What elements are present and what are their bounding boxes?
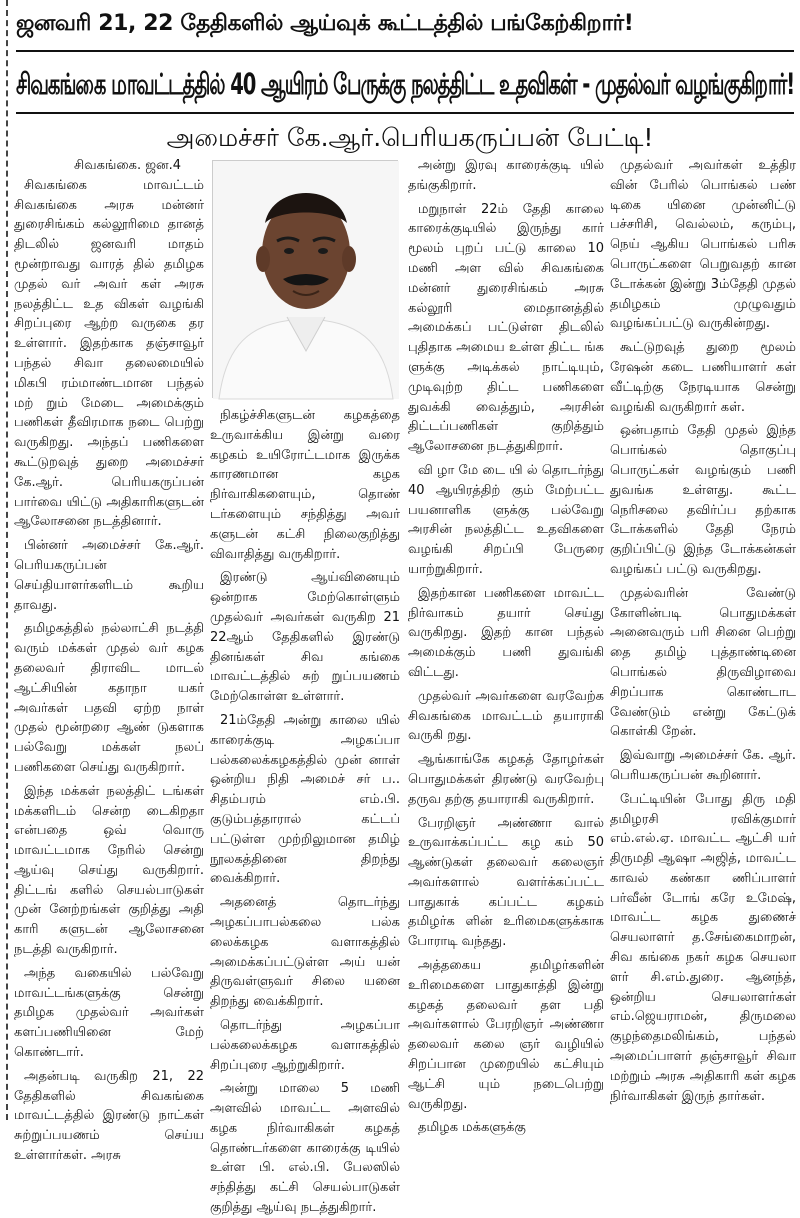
- paragraph: அதன்படி வருகிற 21, 22 தேதிகளில் சிவகங்கை மாவட்டத்தில் இரண்டு நாட்கள் சுற்றுப்பயணம் செய்ய உள்ளார்கள். அரசு: [14, 1068, 204, 1164]
- main-headline: சிவகங்கை மாவட்டத்தில் 40 ஆயிரம் பேருக்கு நலத்திட்ட உதவிகள் - முதல்வர் வழங்குகிறார்!: [16, 67, 795, 101]
- paragraph: ஒன்பதாம் தேதி முதல் இந்த பொங்கல் தொகுப்பு பொருட்கள் வழங்கும் பணி துவங்க உள்ளது. கூட்ட நெரிசலை தவிர்ப்ப தற்காக டோக்களில் தேதி நேரம் குறிப்பிட்டு இந்த டோக்கன்கள் வழங்கப் பட்டு வருகிறது.: [610, 423, 796, 577]
- paragraph: பேரறிஞர் அண்ணா வால் உருவாக்கப்பட்ட கழ கம் 50 ஆண்டுகள் தலைவர் கலைஞர் அவர்களால் வளர்க்கப்பட்ட பாதுகாக் கப்பட்ட கழகம் தமிழர்க ளின் உரிமைகளுக்காக போராடி வந்தது.: [408, 815, 604, 950]
- paragraph: இவ்வாறு அமைச்சர் கே. ஆர். பெரியகருப்பன் கூறினார்.: [610, 748, 796, 783]
- headline-rule-top: [16, 50, 794, 52]
- paragraph: முதல்வரின் வேண்டு கோளின்படி பொதுமக்கள் அனைவரும் பரி சினை பெற்று தை தமிழ் புத்தாண்டினை பொங்கல் திருவிழாவை சிறப்பாக கொண்டாட வேண்டும் என்று கேட்டுக் கொள்கி றேன்.: [610, 585, 796, 740]
- paragraph: அந்த வகையில் பல்வேறு மாவட்டங்களுக்கு சென்று தமிழக முதல்வர் அவர்கள் களப்பணியினை மேற் கொண்டார்.: [14, 965, 204, 1061]
- page-edge-rule: [6, 0, 8, 1120]
- paragraph: அன்று இரவு காரைக்குடி யில் தங்குகிறார்.: [408, 158, 604, 193]
- article-column-1: [14, 156, 204, 1164]
- article-column-4: [610, 156, 796, 1116]
- paragraph: வி ழா மே டை யி ல் தொடர்ந்து 40 ஆயிரத்திற் கும் மேற்பட்ட பயனாளிக ளுக்கு பல்வேறு அரசின் நலத்திட்ட உதவிகளை வழங்கி சிறப்பி பேருரை யாற்றுகிறார்.: [408, 462, 604, 577]
- paragraph: தமிழக மக்களுக்கு: [418, 1120, 526, 1136]
- paragraph: நிகழ்ச்சிகளுடன் கழகத்தை உருவாக்கிய இன்று வரை கழகம் உயிரோட்டமாக இருக்க காரணமான கழக நிர்வாகிகளையும், தொண் டர்களையும் சந்தித்து அவர் களுடன் கட்சி நிலைகுறித்து விவாதித்து வருகிறார்.: [210, 408, 400, 562]
- paragraph: பின்னர் அமைச்சர் கே.ஆர். பெரியகருப்பன் செய்தியாளர்களிடம் கூறிய தாவது.: [14, 538, 204, 613]
- paragraph: அதனைத் தொடர்ந்து அழகப்பாபல்கலை பல்க லைக்கழக வளாகத்தில் அமைக்கப்பட்டுள்ள அய் யன் திருவள்ளுவர் சிலை யனை திறந்து வைக்கிறார்.: [210, 895, 400, 1010]
- portrait-illustration: [213, 161, 399, 399]
- paragraph: இரண்டு ஆய்வினையும் ஒன்றாக மேற்கொள்ளும் முதல்வர் அவர்கள் வருகிற 21 22ஆம் தேதிகளில் இரண்டு தினங்கள் சிவ கங்கை மாவட்டத்தில் சுற் றுப்பயணம் மேற்கொள்ள உள்ளார்.: [210, 570, 400, 705]
- paragraph: இதற்கான பணிகளை மாவட்ட நிர்வாகம் தயார் செய்து வருகிறது. இதற் கான பந்தல் அமைக்கும் பணி துவங்கி விட்டது.: [408, 585, 604, 680]
- headline-rule-bottom: [16, 112, 794, 114]
- paragraph: அத்தகைய தமிழர்களின் உரிமைகளை பாதுகாத்தி இன்று கழகத் தலைவர் தள பதி அவர்களால் பேரறிஞர் அண்ணா தலைவர் கலை ஞர் வழியில் சிறப்பான முறையில் கட்சியும் ஆட்சி யும் நடைபெற்று வருகிறது.: [408, 958, 604, 1112]
- paragraph: ஆங்காங்கே கழகத் தோழர்கள் பொதுமக்கள் திரண்டு வரவேற்பு தருவ தற்கு தயாராகி வருகிறார்.: [408, 752, 604, 807]
- paragraph: அன்று மாலை 5 மணி அளவில் மாவட்ட அளவில் கழக நிர்வாகிகள் கழகத் தொண்டர்களை காரைக்கு டியில் உள்ள பி. எல்.பி. பேலஸில் சந்தித்து கட்சி செயல்பாடுகள் குறித்து ஆய்வு நடத்துகிறார்.: [210, 1081, 400, 1216]
- paragraph: சிவகங்கை மாவட்டம் சிவகங்கை அரசு மன்னர் துரைசிங்கம் கல்லூரிமை தானத் திடலில் ஜனவரி மாதம் மூன்றாவது வாரத் தில் தமிழக முதல் வர் அவர் கள் அரசு நலத்திட்ட உத விகள் வழங்கி சிறப்புரை ஆற்ற வருகை தர உள்ளார். இதற்காக தஞ்சாவூர் பந்தல் சிவா தலைமையில் மிகபி ரம்மாண்டமான பந்தல் மற் றும் மேடை அமைக்கும் பணிகள் தீவிரமாக நடை பெற்று வருகிறது. அந்தப் பணிகளை கூட்டுறவுத் துறை அமைச்சர் கே.ஆர். பெரியகருப்பன் பார்வை யிட்டு அதிகாரிகளுடன் ஆலோசனை நடத்தினார்.: [14, 177, 204, 530]
- paragraph: பேட்டியின் போது திரு மதி தமிழரசி ரவிக்குமார் எம்.எல்.ஏ. மாவட்ட ஆட்சி யர் திருமதி ஆஷா அஜித், மாவட்ட காவல் கண்கா ணிப்பாளர் பர்வீன் டோங் கரே உமேஷ், மாவட்ட கழக துணைச் செயலாளர் த.சேங்கைமாறன், சிவ கங்கை நகர் கழக செயலா ளர் சி.எம்.துரை. ஆனந்த், ஒன்றிய செயலாளர்கள் எம்.ஜெயராமன், திருமலை குழந்தைமலிங்கம், பந்தல் அமைப்பாளர் தஞ்சாவூர் சிவா மற்றும் அரசு அதிகாரி கள் கழக நிர்வாகிகள் இருந் தார்கள்.: [610, 791, 796, 1104]
- paragraph: இந்த மக்கள் நலத்திட் டங்கள் மக்களிடம் சென்ற டைகிறதா என்பதை ஒவ் வொரு மாவட்டமாக நேரில் சென்று ஆய்வு செய்து வருகிறார். திட்டங் களில் செயல்பாடுகள் முன் னேற்றங்கள் குறித்து அதி காரி களுடன் ஆலோசனை நடத்தி வருகிறார்.: [14, 783, 204, 958]
- dateline: சிவகங்கை. ஜன.4: [74, 158, 182, 173]
- paragraph: தொடர்ந்து அழகப்பா பல்கலைக்கழக வளாகத்தில் சிறப்புரை ஆற்றுகிறார்.: [210, 1017, 400, 1073]
- sub-headline: அமைச்சர் கே.ஆர்.பெரியகருப்பன் பேட்டி!: [166, 123, 654, 152]
- kicker-headline: ஜனவரி 21, 22 தேதிகளில் ஆய்வுக் கூட்டத்தில் பங்கேற்கிறார்!: [16, 11, 634, 36]
- paragraph: கூட்டுறவுத் துறை மூலம் ரேஷன் கடை பணியாளர் கள் வீட்டிற்கு நேரடியாக சென்று வழங்கி வருகிறார் கள்.: [610, 340, 796, 415]
- minister-photo: [212, 160, 398, 398]
- paragraph: 21ம்தேதி அன்று காலை யில் காரைக்குடி அழகப்பா பல்கலைக்கழகத்தில் முன் னாள் ஒன்றிய நிதி அமைச் சர் ப.. சிதம்பரம் எம்.பி. குடும்பத்தாரால் கட்டப் பட்டுள்ள முற்றிலுமான தமிழ் நூலகத்தினை திறந்து வைக்கிறார்.: [210, 712, 400, 887]
- article-column-3: [408, 156, 604, 1136]
- paragraph: முதல்வர் அவர்களை வரவேற்க சிவகங்கை மாவட்டம் தயாராகி வருகி றது.: [408, 688, 604, 744]
- paragraph: முதல்வர் அவர்கள் உத்திர வின் பேரில் பொங்கல் பண் டிகை யினை முன்னிட்டு பச்சரிசி, வெல்லம், கரும்பு, நெய் ஆகிய பொங்கல் பரிசு பொருட்களை பெறுவதற் கான டோக்கன் இன்று 3ம்தேதி முதல் தமிழகம் முழுவதும் வழங்கப்பட்டு வருகின்றது.: [610, 158, 796, 332]
- paragraph: மறுநாள் 22ம் தேதி காலை காரைக்குடியில் இருந்து கார் மூலம் புறப் பட்டு காலை 10 மணி அள வில் சிவகங்கை மன்னர் துரைசிங்கம் அரசு கல்லூரி மைதானத்தில் அமைக்கப் பட்டுள்ள திடலில் புதிதாக அமைய உள்ள திட்ட ங்க ளுக்கு அடிக்கல் நாட்டியும், முடிவுற்ற திட்ட பணிகளை துவக்கி வைத்தும், அரசின் திட்டப்பணிகள் குறித்தும் ஆலோசனை நடத்துகிறார்.: [408, 201, 604, 455]
- paragraph: தமிழகத்தில் நல்லாட்சி நடத்தி வரும் மக்கள் முதல் வர் கழக தலைவர் திராவிட மாடல் ஆட்சியின் கதாநா யகர் அவர்கள் பதவி ஏற்ற நாள் முதல் மூன்றரை ஆண் டுகளாக பல்வேறு மக்கள் நலப் பணிகளை செய்து வருகிறார்.: [14, 621, 204, 775]
- article-column-2: [210, 406, 400, 1216]
